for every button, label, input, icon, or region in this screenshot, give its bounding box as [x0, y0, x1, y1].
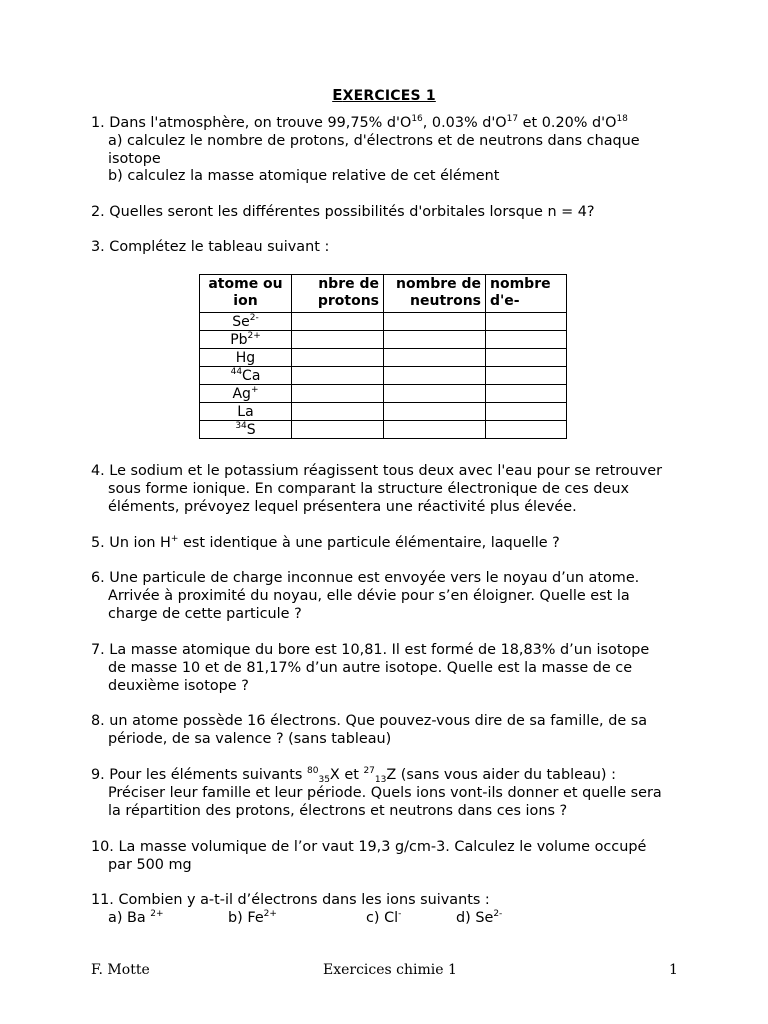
- table-row: [200, 421, 567, 439]
- ion-cell: $Se^{2-}$: [200, 313, 292, 331]
- table-row: [200, 313, 567, 331]
- header-electrons: nombre d'e-: [486, 275, 567, 313]
- footer-title: Exercices chimie 1: [323, 962, 457, 978]
- ion-cell: Hg: [200, 349, 292, 367]
- question-2: 2. Quelles seront les différentes possibilités d'orbitales lorsque n = 4?: [91, 204, 595, 220]
- question-1-a-cont: isotope: [108, 151, 161, 167]
- table-row: [200, 403, 567, 421]
- question-6: 6. Une particule de charge inconnue est envoyée vers le noyau d’un atome.: [91, 570, 640, 586]
- question-6-cont: Arrivée à proximité du noyau, elle dévie pour s’en éloigner. Quelle est la: [108, 588, 630, 604]
- table-header-row: [200, 275, 567, 313]
- ion-cell: $^{44}$Ca: [200, 367, 292, 385]
- footer-author: F. Motte: [91, 962, 150, 978]
- table-row: [200, 385, 567, 403]
- question-4-cont: sous forme ionique. En comparant la structure électronique de ces deux: [108, 481, 629, 497]
- question-10: 10. La masse volumique de l’or vaut 19,3 g/cm-3. Calculez le volume occupé: [91, 839, 647, 855]
- question-9-cont: la répartition des protons, électrons et neutrons dans ces ions ?: [108, 803, 568, 819]
- table-row: [200, 331, 567, 349]
- question-10-cont: par 500 mg: [108, 857, 192, 873]
- question-6-cont: charge de cette particule ?: [108, 606, 302, 622]
- ion-cell: Ag+: [200, 385, 292, 403]
- ion-cell: $^{34}$S: [200, 421, 292, 439]
- header-neutrons: nombre de neutrons: [384, 275, 486, 313]
- question-11-item-b: b) $Fe^{2+}$: [228, 909, 277, 926]
- header-protons: nbre de protons: [292, 275, 384, 313]
- table-row: [200, 367, 567, 385]
- question-1: 1. Dans l'atmosphère, on trouve 99,75% $d'O^{16}$, 0.03% $d'O^{17}$ et 0.20% $d'O^{18}$: [91, 114, 628, 131]
- header-atome: atome ou ion: [200, 275, 292, 313]
- table-row: [200, 349, 567, 367]
- footer-page-number: 1: [669, 962, 678, 978]
- ion-table: [199, 274, 567, 439]
- question-11-item-c: c) Cl-: [366, 909, 402, 926]
- question-7: 7. La masse atomique du bore est 10,81. Il est formé de 18,83% d’un isotope: [91, 642, 650, 658]
- question-1-a: a) calculez le nombre de protons, d'électrons et de neutrons dans chaque: [108, 133, 640, 149]
- question-11-item-a: a) Ba $^{2+}$: [108, 909, 164, 926]
- question-5: 5. Un ion H+ est identique à une particule élémentaire, laquelle ?: [91, 534, 560, 551]
- question-9-cont: Préciser leur famille et leur période. Quels ions vont-ils donner et quelle sera: [108, 785, 662, 801]
- question-7-cont: deuxième isotope ?: [108, 678, 249, 694]
- question-11-item-d: d) $Se^{2-}$: [456, 909, 503, 926]
- question-3: 3. Complétez le tableau suivant :: [91, 239, 330, 255]
- question-4-cont: éléments, prévoyez lequel présentera une réactivité plus élevée.: [108, 499, 577, 515]
- page-title: EXERCICES 1: [332, 86, 436, 104]
- question-7-cont: de masse 10 et de 81,17% d’un autre isotope. Quelle est la masse de ce: [108, 660, 633, 676]
- ion-cell: La: [200, 403, 292, 421]
- question-9: 9. Pour les éléments suivants $^{80}_{35}$X et $^{27}_{13}$Z (sans vous aider du tableau) :: [91, 766, 616, 785]
- question-8: 8. un atome possède 16 électrons. Que pouvez-vous dire de sa famille, de sa: [91, 713, 648, 729]
- question-8-cont: période, de sa valence ? (sans tableau): [108, 731, 392, 747]
- ion-cell: $Pb^{2+}$: [200, 331, 292, 349]
- question-1-b: b) calculez la masse atomique relative de cet élément: [108, 168, 500, 184]
- question-11: 11. Combien y a-t-il d’électrons dans les ions suivants :: [91, 892, 490, 908]
- question-4: 4. Le sodium et le potassium réagissent tous deux avec l'eau pour se retrouver: [91, 463, 663, 479]
